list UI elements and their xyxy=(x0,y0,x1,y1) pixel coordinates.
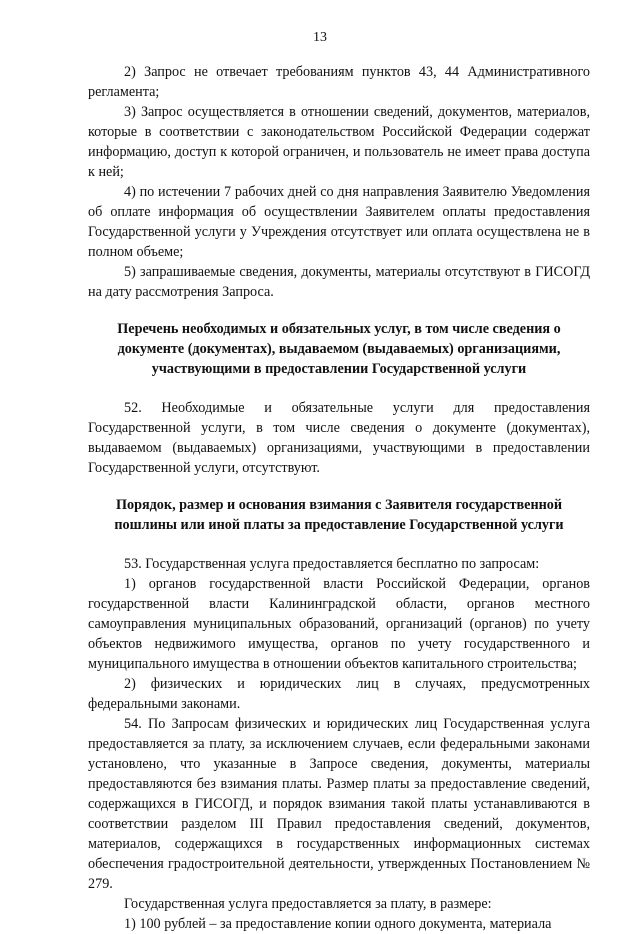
paragraph-item-2: 2) Запрос не отвечает требованиям пунктов 43, 44 Административного регламента; xyxy=(88,64,590,100)
paragraph-fee-intro: Государственная услуга предоставляется за плату, в размере: xyxy=(124,896,492,912)
page-number: 13 xyxy=(313,30,327,45)
section-heading-fee: Порядок, размер и основания взимания с Заявителя государственной пошлины или иной платы за предоставление Государственной услуги xyxy=(114,497,564,533)
paragraph-fee-item-1: 1) 100 рублей – за предоставление копии одного документа, материала xyxy=(124,916,552,932)
paragraph-52: 52. Необходимые и обязательные услуги для предоставления Государственной услуги, в том числе сведения о документе (документах), выдаваемом (выдаваемых) организациями, участвующими в предоставлении Государственной услуги, отсутствуют. xyxy=(88,400,590,476)
document-body xyxy=(88,62,590,934)
section-heading-required-services: Перечень необходимых и обязательных услуг, в том числе сведения о документе (документах), выдаваемом (выдаваемых) организациями, участвующими в предоставлении Государственной услуги xyxy=(117,321,561,377)
paragraph-54: 54. По Запросам физических и юридических лиц Государственная услуга предоставляется за плату, за исключением случаев, если федеральными законами установлено, что указанные в Запросе сведения, документы, материалы предоставляются без взимания платы. Размер платы за предоставление сведений, содержащихся в ГИСОГД, и порядок взимания такой платы устанавливаются в соответствии разделом III Правил предоставления сведений, документов, материалов, содержащихся в государственных информационных системах обеспечения градостроительной деятельности, утвержденных Постановлением № 279. xyxy=(88,716,590,892)
paragraph-item-5: 5) запрашиваемые сведения, документы, материалы отсутствуют в ГИСОГД на дату рассмотрения Запроса. xyxy=(88,264,590,300)
paragraph-item-4: 4) по истечении 7 рабочих дней со дня направления Заявителю Уведомления об оплате информация об осуществлении Заявителем оплаты предоставления Государственной услуги у Учреждения отсутствует или оплата осуществлена не в полном объеме; xyxy=(88,184,590,260)
paragraph-53: 53. Государственная услуга предоставляется бесплатно по запросам: xyxy=(124,556,540,572)
paragraph-53-item-2: 2) физических и юридических лиц в случаях, предусмотренных федеральными законами. xyxy=(88,676,590,712)
paragraph-item-3: 3) Запрос осуществляется в отношении сведений, документов, материалов, которые в соответствии с законодательством Российской Федерации содержат информацию, доступ к которой ограничен, и пользователь не имеет права доступа к ней; xyxy=(88,104,590,180)
paragraph-53-item-1: 1) органов государственной власти Российской Федерации, органов государственной власти Калининградской области, органов местного самоуправления муниципальных образований, организаций (органов) по учету объектов недвижимого имущества, органов по учету государственного и муниципального имущества в отношении объектов капитального строительства; xyxy=(88,576,590,672)
